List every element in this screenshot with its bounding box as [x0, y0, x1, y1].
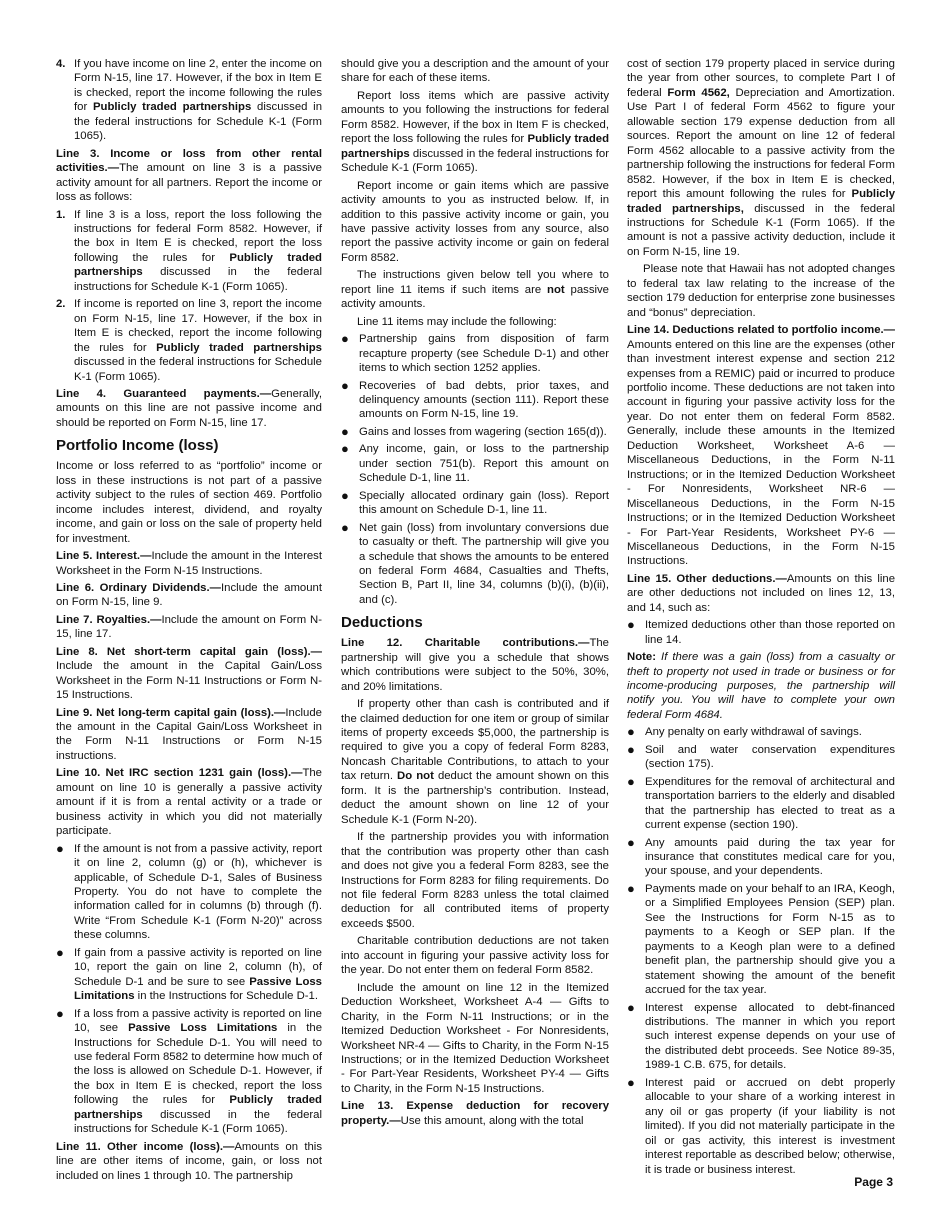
line7-text: Include the amount on Form N-15, line 17.	[56, 613, 322, 641]
line8-paragraph	[56, 645, 322, 703]
line8-heading: Line 8. Net short-term capital gain (loss).—	[56, 645, 322, 658]
item-text: If line 3 is a loss, report the loss following the instructions for federal Form 8582. However, if the box in Item E is checked, report the loss following the rules for	[74, 208, 322, 264]
item-number: 2.	[56, 298, 66, 311]
paragraph-emphasis: Do not	[397, 770, 434, 783]
line10-bullet	[56, 946, 322, 1004]
hawaii-note-paragraph: Please note that Hawaii has not adopted changes to federal tax law relating to the increase of the section 179 deduction for enterprise zone businesses and “bonus” depreciation.	[627, 263, 896, 319]
item-number: 4.	[56, 58, 66, 70]
bullet-icon	[56, 946, 64, 960]
line13-heading: Line 13. Expense deduction for recovery property.—	[341, 1100, 609, 1127]
line3-item	[56, 297, 322, 384]
item-text: If you have income on line 2, enter the income on Form N-15, line 17. However, if the box in Item E is checked, report the income following the rules for	[74, 58, 322, 114]
line15-bullet	[627, 882, 895, 998]
bullet-text: Any penalty on early withdrawal of savings.	[645, 726, 862, 739]
bullet-emphasis: Passive Loss Limitations	[128, 1022, 278, 1035]
column-2	[341, 57, 609, 1131]
line11-bullet	[341, 489, 609, 518]
bullet-emphasis: Passive Loss Limitations	[74, 975, 322, 1003]
bullet-text: discussed in the federal instructions for Schedule K-1 (Form 1065).	[74, 1108, 322, 1136]
line11-items-intro: Line 11 items may include the following:	[357, 315, 557, 328]
bullet-text: Any amounts paid during the tax year for insurance that constitutes medical care for you, your spouse, and your dependents.	[645, 836, 895, 878]
bullet-text: If the amount is not from a passive activity, report it on line 2, column (g) or (h), whichever is applicable, of Schedule D-1, Sales of Business Property. You do not have to complete the information called for in columns (b) through (f). Write “From Schedule K-1 (Form N-20)” across these columns.	[74, 842, 322, 942]
paragraph-text: passive activity amounts.	[341, 283, 609, 311]
line11-bullet	[341, 521, 609, 608]
line6-text: Include the amount on Form N-15, line 9.	[56, 581, 322, 609]
bullet-text: Any income, gain, or loss to the partnership under section 751(b). Report this amount on Schedule D-1, line 11.	[359, 443, 609, 485]
bullet-text: Soil and water conservation expenditures (section 175).	[645, 743, 895, 771]
line11-bullet-list	[341, 332, 609, 607]
line3-item-list	[56, 208, 322, 384]
bullet-icon	[627, 743, 635, 757]
line6-heading: Line 6. Ordinary Dividends.—	[56, 581, 221, 594]
bullet-icon	[627, 1001, 635, 1015]
line13-paragraph	[341, 1099, 609, 1128]
bullet-text: Interest expense allocated to debt-financed distributions. The manner in which you report such interest expense depends on your use of the distributed debt proceeds. See Notice 89-35, 1989-1 C.B. 675, for details.	[645, 1001, 895, 1072]
casualty-note-paragraph	[627, 650, 895, 722]
line4-text: Generally, amounts on this line are not passive income and should be reported on Form N-15, line 17.	[56, 387, 322, 429]
bullet-text: Net gain (loss) from involuntary conversions due to casualty or theft. The partnership will give you a schedule that shows the amounts to be entered on federal Form 4684, Casualties and Thefts, Section B, Part II, line 34, columns (b)(i), (b)(ii), and (c).	[359, 521, 609, 606]
bullet-icon	[341, 489, 349, 503]
bullet-icon	[341, 425, 349, 439]
item-emphasis: Publicly traded partnerships	[74, 251, 322, 279]
noncash-contribution-paragraph	[341, 697, 609, 827]
line15-bullet	[627, 1001, 895, 1073]
line12-paragraph	[341, 636, 609, 694]
line15-bullet	[627, 836, 895, 879]
line3-text: The amount on line 3 is a passive activity amount for all partners. Report the income or loss as follows:	[56, 162, 322, 204]
line10-bullet	[56, 842, 322, 943]
line13-text: Use this amount, along with the total	[400, 1114, 584, 1127]
line11-bullet	[341, 379, 609, 422]
deductions-heading: Deductions	[341, 614, 423, 632]
line9-text: Include the amount in the Capital Gain/Loss Worksheet in the Form N-11 Instructions or Form N-15 instructions.	[56, 706, 322, 762]
bullet-text: Recoveries of bad debts, prior taxes, and delinquency amounts (section 111). Report these amounts on Form N-15, line 19.	[359, 379, 609, 421]
paragraph-text: Report loss items which are passive activity amounts to you following the instructions for federal Form 8582. However, if the box in Item F is checked, report the loss following the rules for	[341, 89, 609, 146]
line3-heading: Line 3. Income or loss from other rental activities.—	[56, 147, 322, 175]
line12-heading: Line 12. Charitable contributions.—	[341, 637, 590, 650]
line15-paragraph	[627, 572, 895, 615]
paragraph-text: discussed in the federal instructions for Schedule K-1 (Form 1065).	[341, 147, 609, 175]
itemized-worksheet-paragraph: Include the amount on line 12 in the Itemized Deduction Worksheet, Worksheet A-4 — Gifts to Charity, in the Form N-11 Instructions; or in the Itemized Deduction Worksheet - For Nonresidents, Worksheet NR-4 — Gifts to Charity, in the Form N-15 Instructions; or in the Itemized Deduction Worksheet - For Part-Year Residents, Worksheet PY-4 — Gifts to Charity, in the Form N-15 Instructions.	[341, 981, 609, 1095]
bullet-icon	[627, 1076, 635, 1090]
paragraph-emphasis: Form 4562,	[667, 86, 730, 99]
bullet-text: Specially allocated ordinary gain (loss). Report this amount on Schedule D-1, line 11.	[359, 489, 609, 517]
bullet-icon	[341, 442, 349, 456]
line10-bullet-list	[56, 842, 322, 1137]
paragraph-text: deduct the amount shown on this form. It is the partnership’s contribution. Instead, deduct the amount shown on line 12 of your Schedule K-1 (Form N-20).	[341, 770, 609, 826]
line11-text: Amounts on this line are other items of income, gain, or loss not included on lines 1 through 10. The partnership	[56, 1140, 322, 1182]
line9-heading: Line 9. Net long-term capital gain (loss).—	[56, 706, 286, 719]
line15-bullet	[627, 775, 895, 833]
line5-paragraph	[56, 549, 322, 578]
page-number: Page 3	[854, 1175, 893, 1189]
item-emphasis: Publicly traded partnerships	[156, 341, 322, 354]
bullet-text: Gains and losses from wagering (section 165(d)).	[359, 425, 607, 438]
paragraph-text: If property other than cash is contributed and if the claimed deduction for one item or group of similar items of property exceeds $5,000, the partnership is required to give you a copy of federal Form 8283, Noncash Charitable Contributions, to attach to your tax return.	[341, 698, 609, 783]
line4-heading: Line 4. Guaranteed payments.—	[56, 387, 272, 400]
line14-paragraph	[627, 323, 895, 569]
portfolio-income-heading: Portfolio Income (loss)	[56, 437, 219, 455]
line9-paragraph	[56, 706, 322, 764]
line10-paragraph	[56, 766, 322, 838]
line15-bullet	[627, 1076, 895, 1177]
line15-heading: Line 15. Other deductions.—	[627, 572, 787, 585]
bullet-text: Payments made on your behalf to an IRA, Keogh, or a Simplified Employees Pension (SEP) plan. See the Instructions for Form N-15 as to payments to a Keogh or SEP plan. If the payments to a Keogh plan were to a defined benefit plan, the partnership should give you a statement showing the amount of the benefit accrued for the tax year.	[645, 882, 895, 997]
bullet-icon	[341, 521, 349, 535]
line2-item-list	[56, 57, 322, 144]
bullet-text: If a loss from a passive activity is reported on line 10, see	[74, 1007, 322, 1035]
line11-bullet	[341, 332, 609, 375]
bullet-text: Partnership gains from disposition of farm recapture property (see Schedule D-1) and other items to which section 1252 applies.	[359, 333, 609, 375]
paragraph-text: discussed in the federal instructions for Schedule K-1 (Form 1065). If the amount is not a passive activity deduction, include it on Form N-15, line 19.	[627, 202, 895, 258]
bullet-icon	[341, 379, 349, 393]
line2-item-4	[56, 57, 322, 144]
passive-loss-paragraph	[341, 89, 609, 176]
line14-heading: Line 14. Deductions related to portfolio income.—	[627, 324, 895, 337]
line11-paragraph	[56, 1140, 322, 1183]
bullet-text: If gain from a passive activity is reported on line 10, report the gain on line 2, column (h), of Schedule D-1 and be sure to see	[74, 946, 322, 988]
bullet-icon	[341, 332, 349, 346]
bullet-text: Expenditures for the removal of architectural and transportation barriers to the elderly and disabled that the partnership has elected to treat as a current expense (section 190).	[645, 775, 895, 832]
line11-instructions-paragraph	[341, 268, 609, 311]
line3-item	[56, 208, 322, 295]
line11-continued-paragraph: should give you a description and the amount of your share for each of these items.	[341, 58, 609, 85]
bullet-text: in the Instructions for Schedule D-1. You will need to use federal Form 8582 to determine how much of the loss is allowed on Schedule D-1. However, if the box in Item E is checked, report the loss following the rules for	[74, 1022, 323, 1107]
line7-paragraph	[56, 613, 322, 642]
bullet-icon	[627, 775, 635, 789]
bullet-icon	[627, 882, 635, 896]
item-text: If income is reported on line 3, report the income on Form N-15, line 17. However, if the box in Item E is checked, report the income following the rules for	[74, 298, 322, 354]
line11-heading: Line 11. Other income (loss).—	[56, 1140, 235, 1153]
line10-bullet	[56, 1007, 322, 1137]
column-3	[627, 57, 895, 1180]
line13-continued-paragraph	[627, 57, 895, 259]
line10-heading: Line 10. Net IRC section 1231 gain (loss).—	[56, 767, 303, 780]
line15-bullet-list-a	[627, 618, 895, 647]
paragraph-emphasis: not	[547, 283, 565, 296]
line11-bullet	[341, 442, 609, 485]
passive-income-paragraph: Report income or gain items which are passive activity amounts to you as instructed below. If, in addition to this passive activity income or gain, you have passive activity losses from any source, also report the passive activity income or gain on federal Form 8582.	[341, 179, 609, 264]
paragraph-emphasis: Publicly traded partnerships,	[627, 188, 895, 215]
note-text: If there was a gain (loss) from a casualty or theft to property not used in trade or business or for income-producing purposes, the partnership will notify you. You will have to complete your own federal Form 4684.	[627, 651, 895, 721]
line15-bullet	[627, 725, 895, 739]
bullet-text: Itemized deductions other than those reported on line 14.	[645, 619, 895, 646]
line15-bullet-list-b	[627, 725, 895, 1177]
item-text: discussed in the federal instructions for Schedule K-1 (Form 1065).	[74, 266, 322, 293]
bullet-text: Interest paid or accrued on debt properly allocable to your share of a working interest in any oil or gas property (if your liability is not limited). If you did not materially participate in the oil or gas activity, this interest is investment interest reportable as described below; otherwise, it is trade or business interest.	[645, 1076, 895, 1176]
line11-bullet	[341, 425, 609, 439]
portfolio-income-paragraph: Income or loss referred to as “portfolio” income or loss in these instructions is not part of a passive activity subject to the rules of section 469. Portfolio income includes interest, dividend, and royalty income, and gain or loss on the sale of property held for investment.	[56, 460, 322, 545]
paragraph-emphasis: Publicly traded partnerships	[341, 133, 609, 160]
bullet-emphasis: Publicly traded partnerships	[74, 1094, 322, 1121]
line15-bullet	[627, 743, 895, 772]
line6-paragraph	[56, 581, 322, 610]
bullet-icon	[627, 836, 635, 850]
column-1	[56, 57, 322, 1186]
line10-text: The amount on line 10 is generally a passive activity amount if it is from a rental activity or a trade or business activity in which you did not materially participate.	[56, 767, 322, 838]
line3-paragraph	[56, 147, 322, 205]
note-label: Note:	[627, 651, 656, 664]
line15-text: Amounts on this line are other deductions not included on lines 12, 13, and 14, such as:	[627, 572, 896, 614]
item-text: discussed in the federal instructions for Schedule K-1 (Form 1065).	[74, 356, 322, 383]
form8283-paragraph: If the partnership provides you with information that the contribution was property other than cash and does not give you a federal Form 8283, see the Instructions for Form 8283 for filing requirements. Do not file federal Form 8283 unless the total claimed deduction for all contributed items of property exceeds $500.	[341, 831, 609, 930]
item-emphasis: Publicly traded partnerships	[92, 101, 252, 114]
line4-paragraph	[56, 387, 322, 430]
bullet-icon	[56, 1007, 64, 1021]
paragraph-text: Depreciation and Amortization. Use Part I of federal Form 4562 to figure your allowable section 179 expense deduction from all sources. Report the amount on line 12 of federal Form 4562 allocable to a passive activity from the partnership following the instructions for federal Form 8582. However, if the box in Item E is checked, report this amount following the rules for	[627, 86, 895, 201]
bullet-icon	[627, 618, 635, 632]
charitable-passive-paragraph: Charitable contribution deductions are not taken into account in figuring your passive activity loss for the year. Do not enter them on federal Form 8582.	[341, 935, 609, 977]
bullet-text: in the Instructions for Schedule D-1.	[134, 990, 318, 1003]
bullet-icon	[56, 842, 64, 856]
line15-bullet	[627, 618, 895, 647]
line7-heading: Line 7. Royalties.—	[56, 613, 162, 626]
item-text: discussed in the federal instructions for Schedule K-1 (Form 1065).	[74, 101, 323, 143]
line5-text: Include the amount in the Interest Worksheet in the Form N-15 Instructions.	[56, 550, 322, 577]
line5-heading: Line 5. Interest.—	[56, 550, 152, 563]
bullet-icon	[627, 725, 635, 739]
line14-text: Amounts entered on this line are the expenses (other than investment interest expense and section 212 expenses from a REMIC) paid or incurred to produce portfolio income. These deductions are not taken into account in figuring your passive activity loss for the year. Do not enter them on federal Form 8582. Generally, include these amounts in the Itemized Deduction Worksheet, Worksheet A-6 — Miscellaneous Deductions, in the Form N-11 Instructions; or in the Itemized Deduction Worksheet - For Nonresidents, Worksheet NR-6 — Miscellaneous Deductions, in the Form N-15 Instructions; or in the Itemized Deduction Worksheet - For Part-Year Residents, Worksheet PY-6 — Miscellaneous Deductions, in the Form N-15 Instructions.	[627, 338, 895, 568]
paragraph-text: The instructions given below tell you where to report line 11 items if such items are	[341, 269, 609, 296]
line12-text: The partnership will give you a schedule that shows which contributions were subject to the 50%, 30%, and 20% limitations.	[341, 637, 609, 693]
line8-text: Include the amount in the Capital Gain/Loss Worksheet in the Form N-11 Instructions or Form N-15 Instructions.	[56, 660, 322, 702]
paragraph-text: cost of section 179 property placed in service during the year from other sources, to complete Part I of federal	[627, 58, 895, 99]
item-number: 1.	[56, 208, 66, 221]
